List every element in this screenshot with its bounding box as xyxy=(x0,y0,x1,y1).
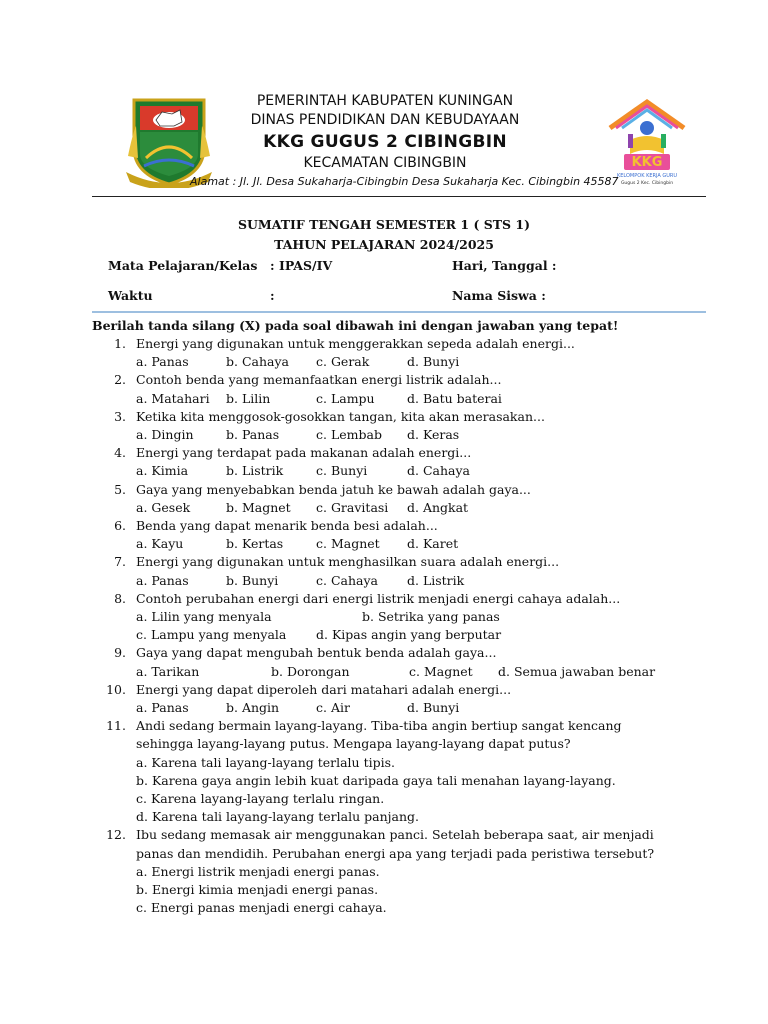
answer-option[interactable]: c. Lampu yang menyala xyxy=(136,627,287,643)
answer-option[interactable]: a. Panas xyxy=(136,700,189,715)
question-text: Energi yang digunakan untuk menghasilkan suara adalah energi... xyxy=(136,554,560,570)
question-number: 11. xyxy=(106,718,126,734)
time-label: Waktu xyxy=(108,288,153,303)
answer-option[interactable]: a. Dingin xyxy=(136,427,194,442)
answer-option[interactable]: c. Karena layang-layang terlalu ringan. xyxy=(136,791,385,806)
question-number: 5. xyxy=(114,481,126,497)
exam-title: SUMATIF TENGAH SEMESTER 1 ( STS 1) xyxy=(237,217,531,232)
answer-option[interactable]: d. Angkat xyxy=(407,499,469,515)
question-text: Energi yang dapat diperoleh dari matahari adalah energi... xyxy=(136,681,512,697)
answer-option[interactable]: b. Magnet xyxy=(226,499,291,515)
answer-option[interactable]: d. Kipas angin yang berputar xyxy=(316,627,502,643)
answer-option[interactable]: a. Matahari xyxy=(136,390,210,406)
question-text: Gaya yang dapat mengubah bentuk benda adalah gaya... xyxy=(136,645,497,661)
question-number: 3. xyxy=(114,408,126,424)
question-text: Ibu sedang memasak air menggunakan panci. Setelah beberapa saat, air menjadi xyxy=(136,827,654,843)
question-text: Gaya yang menyebabkan benda jatuh ke bawah adalah gaya... xyxy=(136,481,531,497)
answer-option[interactable]: a. Kayu xyxy=(136,536,184,552)
answer-option[interactable]: b. Listrik xyxy=(226,463,284,479)
answer-option[interactable]: c. Magnet xyxy=(409,663,473,679)
question-text: Energi yang terdapat pada makanan adalah energi... xyxy=(136,445,472,461)
subject-label: Mata Pelajaran/Kelas xyxy=(108,258,258,273)
answer-option[interactable]: a. Karena tali layang-layang terlalu tipis. xyxy=(136,754,395,770)
question-text: Andi sedang bermain layang-layang. Tiba-tiba angin bertiup sangat kencang xyxy=(136,718,622,734)
time-value: : xyxy=(270,288,275,303)
answer-option[interactable]: d. Bunyi xyxy=(407,700,460,715)
answer-option[interactable]: c. Gerak xyxy=(316,354,370,370)
question-number: 7. xyxy=(114,554,126,570)
date-label: Hari, Tanggal : xyxy=(452,258,557,273)
answer-option[interactable]: c. Cahaya xyxy=(316,572,378,588)
question-number: 8. xyxy=(114,590,126,606)
answer-option[interactable]: c. Lampu xyxy=(316,390,375,406)
question-number: 2. xyxy=(114,372,126,388)
question-text: Energi yang digunakan untuk menggerakkan sepeda adalah energi... xyxy=(136,336,575,351)
answer-option[interactable]: c. Air xyxy=(316,700,350,715)
answer-option[interactable]: d. Batu baterai xyxy=(407,390,502,406)
header-department: DINAS PENDIDIKAN DAN KEBUDAYAAN xyxy=(250,112,520,128)
question-number: 6. xyxy=(114,518,126,533)
answer-option[interactable]: b. Panas xyxy=(226,427,280,442)
answer-option[interactable]: b. Kertas xyxy=(226,536,284,552)
answer-option[interactable]: c. Lembab xyxy=(316,427,382,442)
answer-option[interactable]: c. Energi panas menjadi energi cahaya. xyxy=(136,900,387,916)
kkg-logo-caption: Gugus 2 Kec. Cibingbin xyxy=(620,181,674,186)
question-number: 12. xyxy=(106,827,126,843)
answer-option[interactable]: a. Panas xyxy=(136,572,189,588)
question-text: Benda yang dapat menarik benda besi adalah... xyxy=(136,518,438,533)
kkg-logo-icon xyxy=(606,98,688,190)
answer-option[interactable]: a. Tarikan xyxy=(136,663,200,679)
answer-option[interactable]: a. Gesek xyxy=(136,499,191,515)
question-text: Contoh perubahan energi dari energi listrik menjadi energi cahaya adalah... xyxy=(136,590,621,606)
answer-option[interactable]: c. Magnet xyxy=(316,536,380,552)
header-district: KECAMATAN CIBINGBIN xyxy=(303,155,467,171)
answer-option[interactable]: c. Bunyi xyxy=(316,463,368,479)
header-government: PEMERINTAH KABUPATEN KUNINGAN xyxy=(256,93,514,109)
answer-option[interactable]: d. Bunyi xyxy=(407,354,460,370)
subject-value: : IPAS/IV xyxy=(270,258,333,273)
info-divider xyxy=(92,311,706,313)
question-number: 10. xyxy=(106,681,126,697)
answer-option[interactable]: a. Kimia xyxy=(136,463,189,479)
answer-option[interactable]: d. Semua jawaban benar xyxy=(498,663,656,679)
answer-option[interactable]: b. Dorongan xyxy=(271,663,350,679)
answer-option[interactable]: a. Panas xyxy=(136,354,189,370)
answer-option[interactable]: b. Lilin xyxy=(226,390,271,406)
answer-option[interactable]: c. Gravitasi xyxy=(316,499,389,515)
answer-option[interactable]: d. Karena tali layang-layang terlalu panjang. xyxy=(136,809,419,825)
kkg-logo-subtitle: KELOMPOK KERJA GURU xyxy=(616,173,678,179)
answer-option[interactable]: b. Energi kimia menjadi energi panas. xyxy=(136,882,379,897)
instruction: Berilah tanda silang (X) pada soal dibawah ini dengan jawaban yang tepat! xyxy=(92,318,619,333)
question-text: Ketika kita menggosok-gosokkan tangan, kita akan merasakan... xyxy=(136,408,545,424)
answer-option[interactable]: b. Bunyi xyxy=(226,572,279,588)
question-text: panas dan mendidih. Perubahan energi apa yang terjadi pada peristiwa tersebut? xyxy=(136,845,655,861)
answer-option[interactable]: b. Setrika yang panas xyxy=(362,609,500,624)
answer-option[interactable]: d. Listrik xyxy=(407,572,465,588)
question-text: Contoh benda yang memanfaatkan energi listrik adalah... xyxy=(136,372,502,388)
kkg-logo-text: KKG xyxy=(631,155,663,170)
question-text: sehingga layang-layang putus. Mengapa layang-layang dapat putus? xyxy=(136,736,571,752)
answer-option[interactable]: d. Cahaya xyxy=(407,463,470,479)
answer-option[interactable]: b. Cahaya xyxy=(226,354,289,370)
answer-option[interactable]: a. Energi listrik menjadi energi panas. xyxy=(136,863,380,879)
question-number: 1. xyxy=(114,336,126,351)
answer-option[interactable]: b. Karena gaya angin lebih kuat daripada gaya tali menahan layang-layang. xyxy=(136,772,616,788)
header-organization: KKG GUGUS 2 CIBINGBIN xyxy=(263,132,507,152)
answer-option[interactable]: b. Angin xyxy=(226,700,280,715)
header-address: Alamat : Jl. Jl. Desa Sukaharja-Cibingbin Desa Sukaharja Kec. Cibingbin 45587 xyxy=(190,175,619,188)
answer-option[interactable]: d. Keras xyxy=(407,427,460,442)
header-divider xyxy=(92,196,706,197)
student-name-label: Nama Siswa : xyxy=(452,288,546,303)
exam-year: TAHUN PELAJARAN 2024/2025 xyxy=(274,237,494,252)
answer-option[interactable]: d. Karet xyxy=(407,536,459,552)
question-number: 4. xyxy=(114,445,126,461)
answer-option[interactable]: a. Lilin yang menyala xyxy=(136,609,272,624)
question-number: 9. xyxy=(114,645,126,661)
